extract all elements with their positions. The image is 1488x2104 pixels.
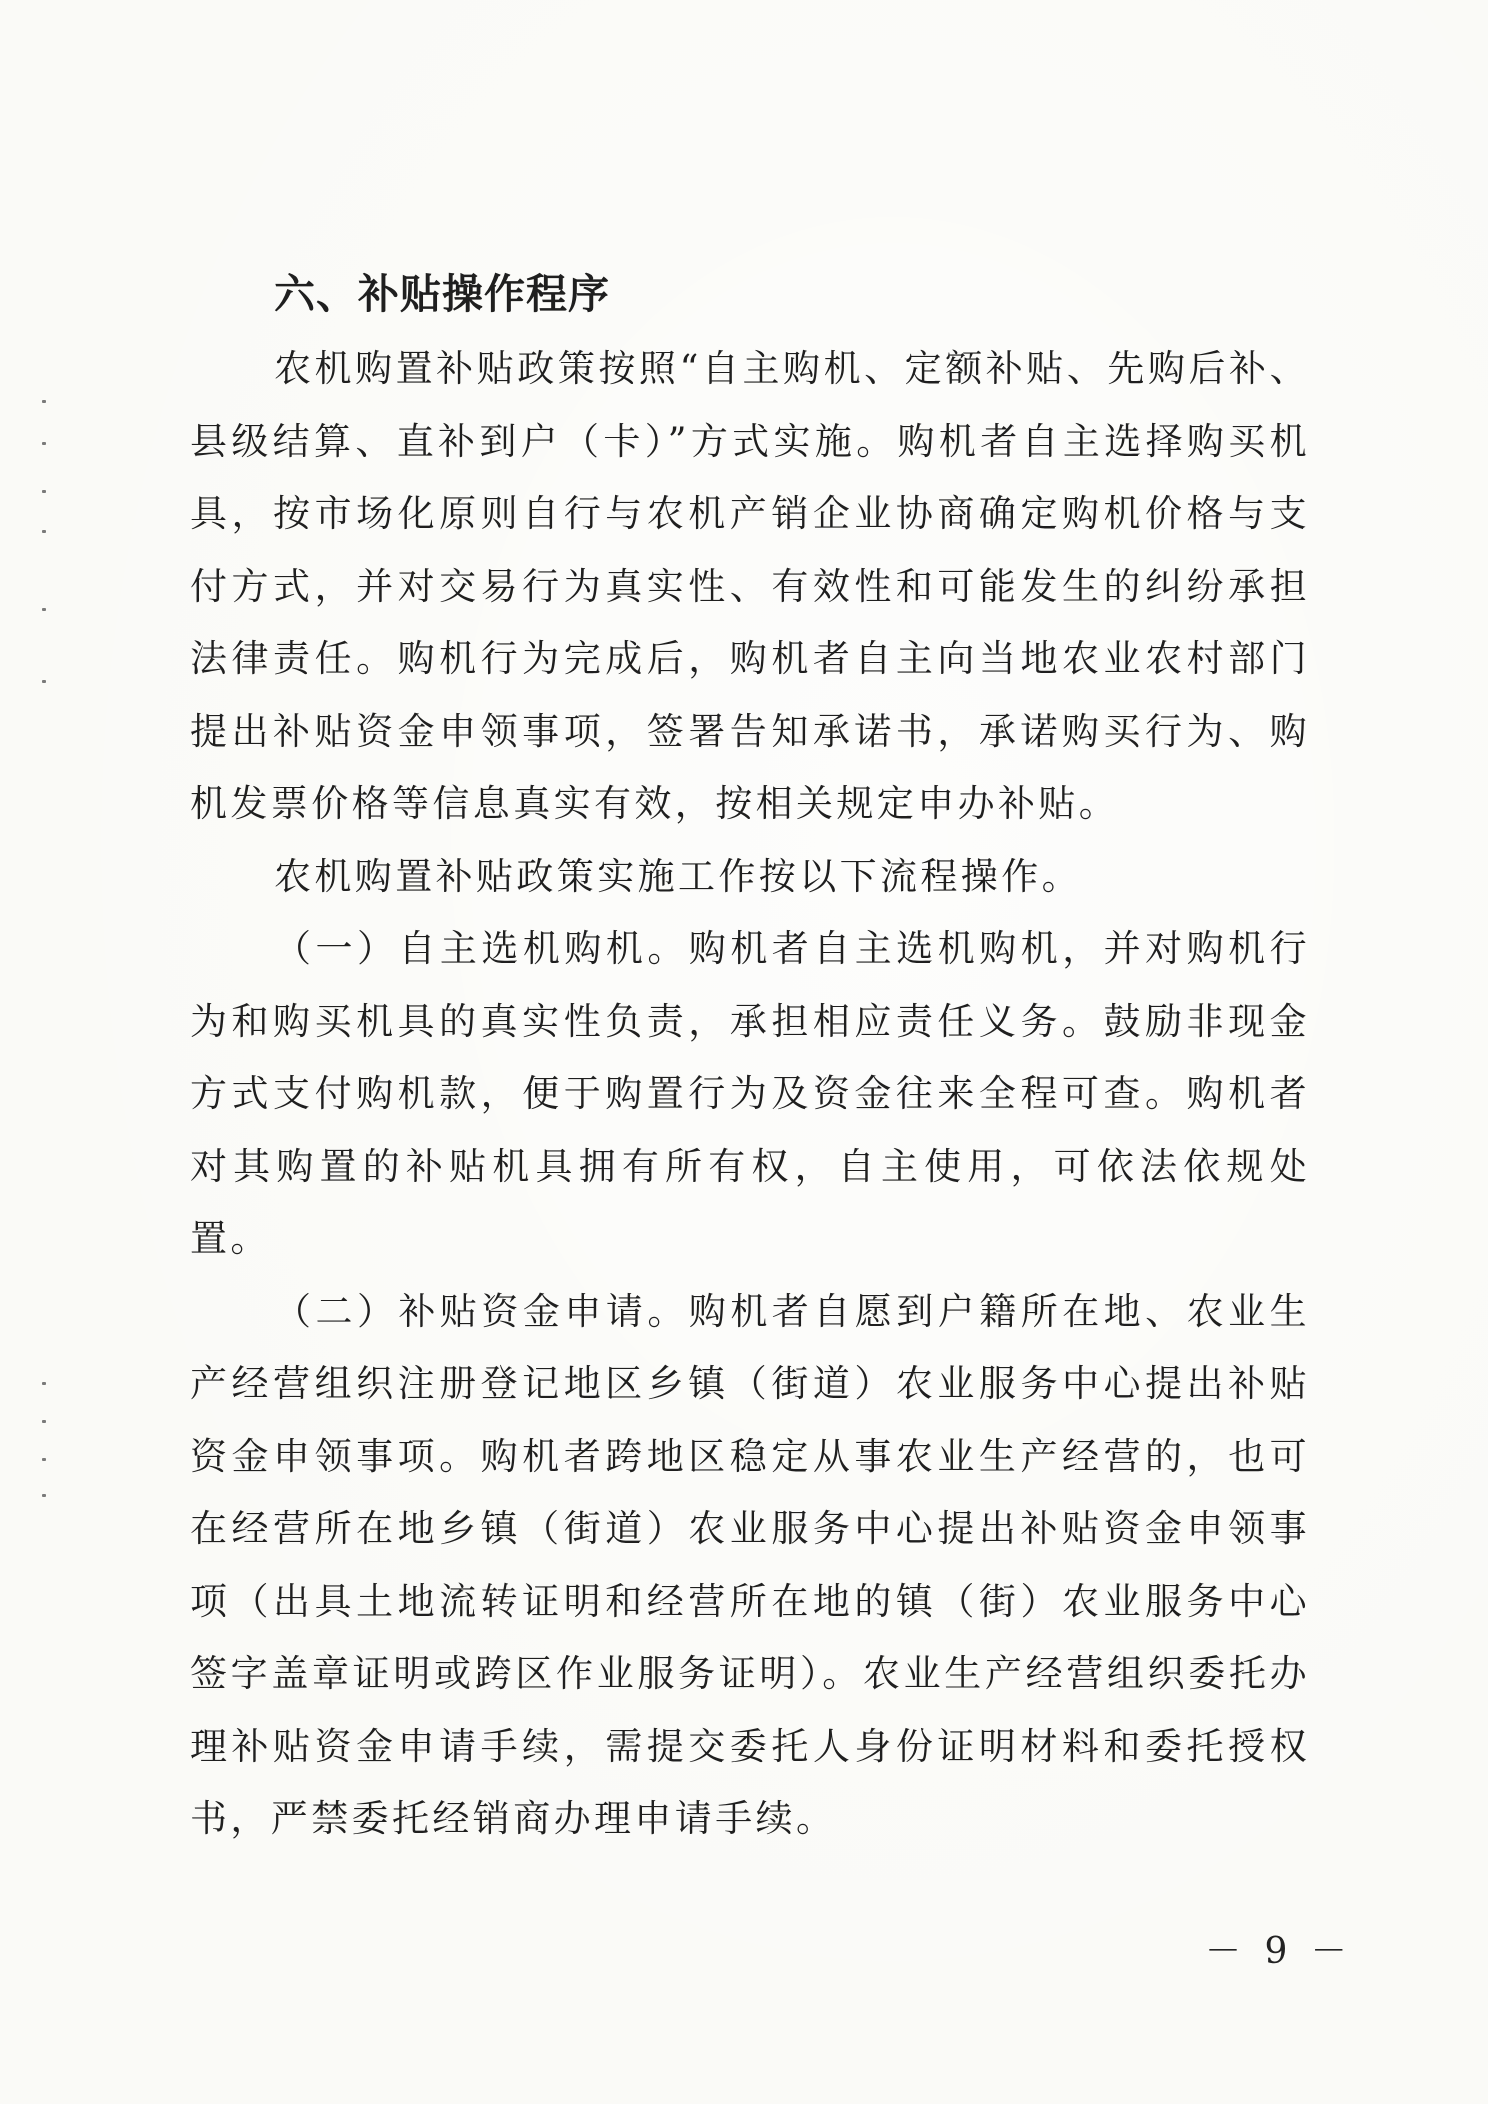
step-2-title: （二）补贴资金申请。	[274, 1289, 689, 1333]
page-number: － 9 －	[1205, 1931, 1353, 1972]
paragraph-step-2-subsidy-application: （二）补贴资金申请。购机者自愿到户籍所在地、农业生产经营组织注册登记地区乡镇（街道）农业服务中心提出补贴资金申领事项。购机者跨地区稳定从事农业生产经营的，也可在经营所在地乡镇（街道）农业服务中心提出补贴资金申领事项（出具土地流转证明和经营所在地的镇（街）农业服务中心签字盖章证明或跨区作业服务证明）。农业生产经营组织委托办理补贴资金申请手续，需提交委托人身份证明材料和委托授权书，严禁委托经销商办理申请手续。	[190, 1289, 1311, 1840]
paragraph-process-intro: 农机购置补贴政策实施工作按以下流程操作。	[274, 854, 1082, 898]
step-1-title: （一）自主选机购机。	[274, 927, 689, 970]
document-body	[190, 262, 1310, 1856]
binding-hole-marks	[34, 380, 64, 1500]
paragraph-step-1-self-purchase: （一）自主选机购机。购机者自主选机购机，并对购机行为和购买机具的真实性负责，承担相应责任义务。鼓励非现金方式支付购机款，便于购置行为及资金往来全程可查。购机者对其购置的补贴机具拥有所有权，自主使用，可依法依规处置。	[190, 927, 1311, 1260]
paragraph-implementation-method: 农机购置补贴政策按照“自主购机、定额补贴、先购后补、县级结算、直补到户（卡）”方式实施。购机者自主选择购买机具，按市场化原则自行与农机产销企业协商确定购机价格与支付方式，并对交易行为真实性、有效性和可能发生的纠纷承担法律责任。购机行为完成后，购机者自主向当地农业农村部门提出补贴资金申领事项，签署告知承诺书，承诺购买行为、购机发票价格等信息真实有效，按相关规定申办补贴。	[190, 347, 1310, 825]
section-heading: 六、补贴操作程序	[274, 270, 610, 318]
